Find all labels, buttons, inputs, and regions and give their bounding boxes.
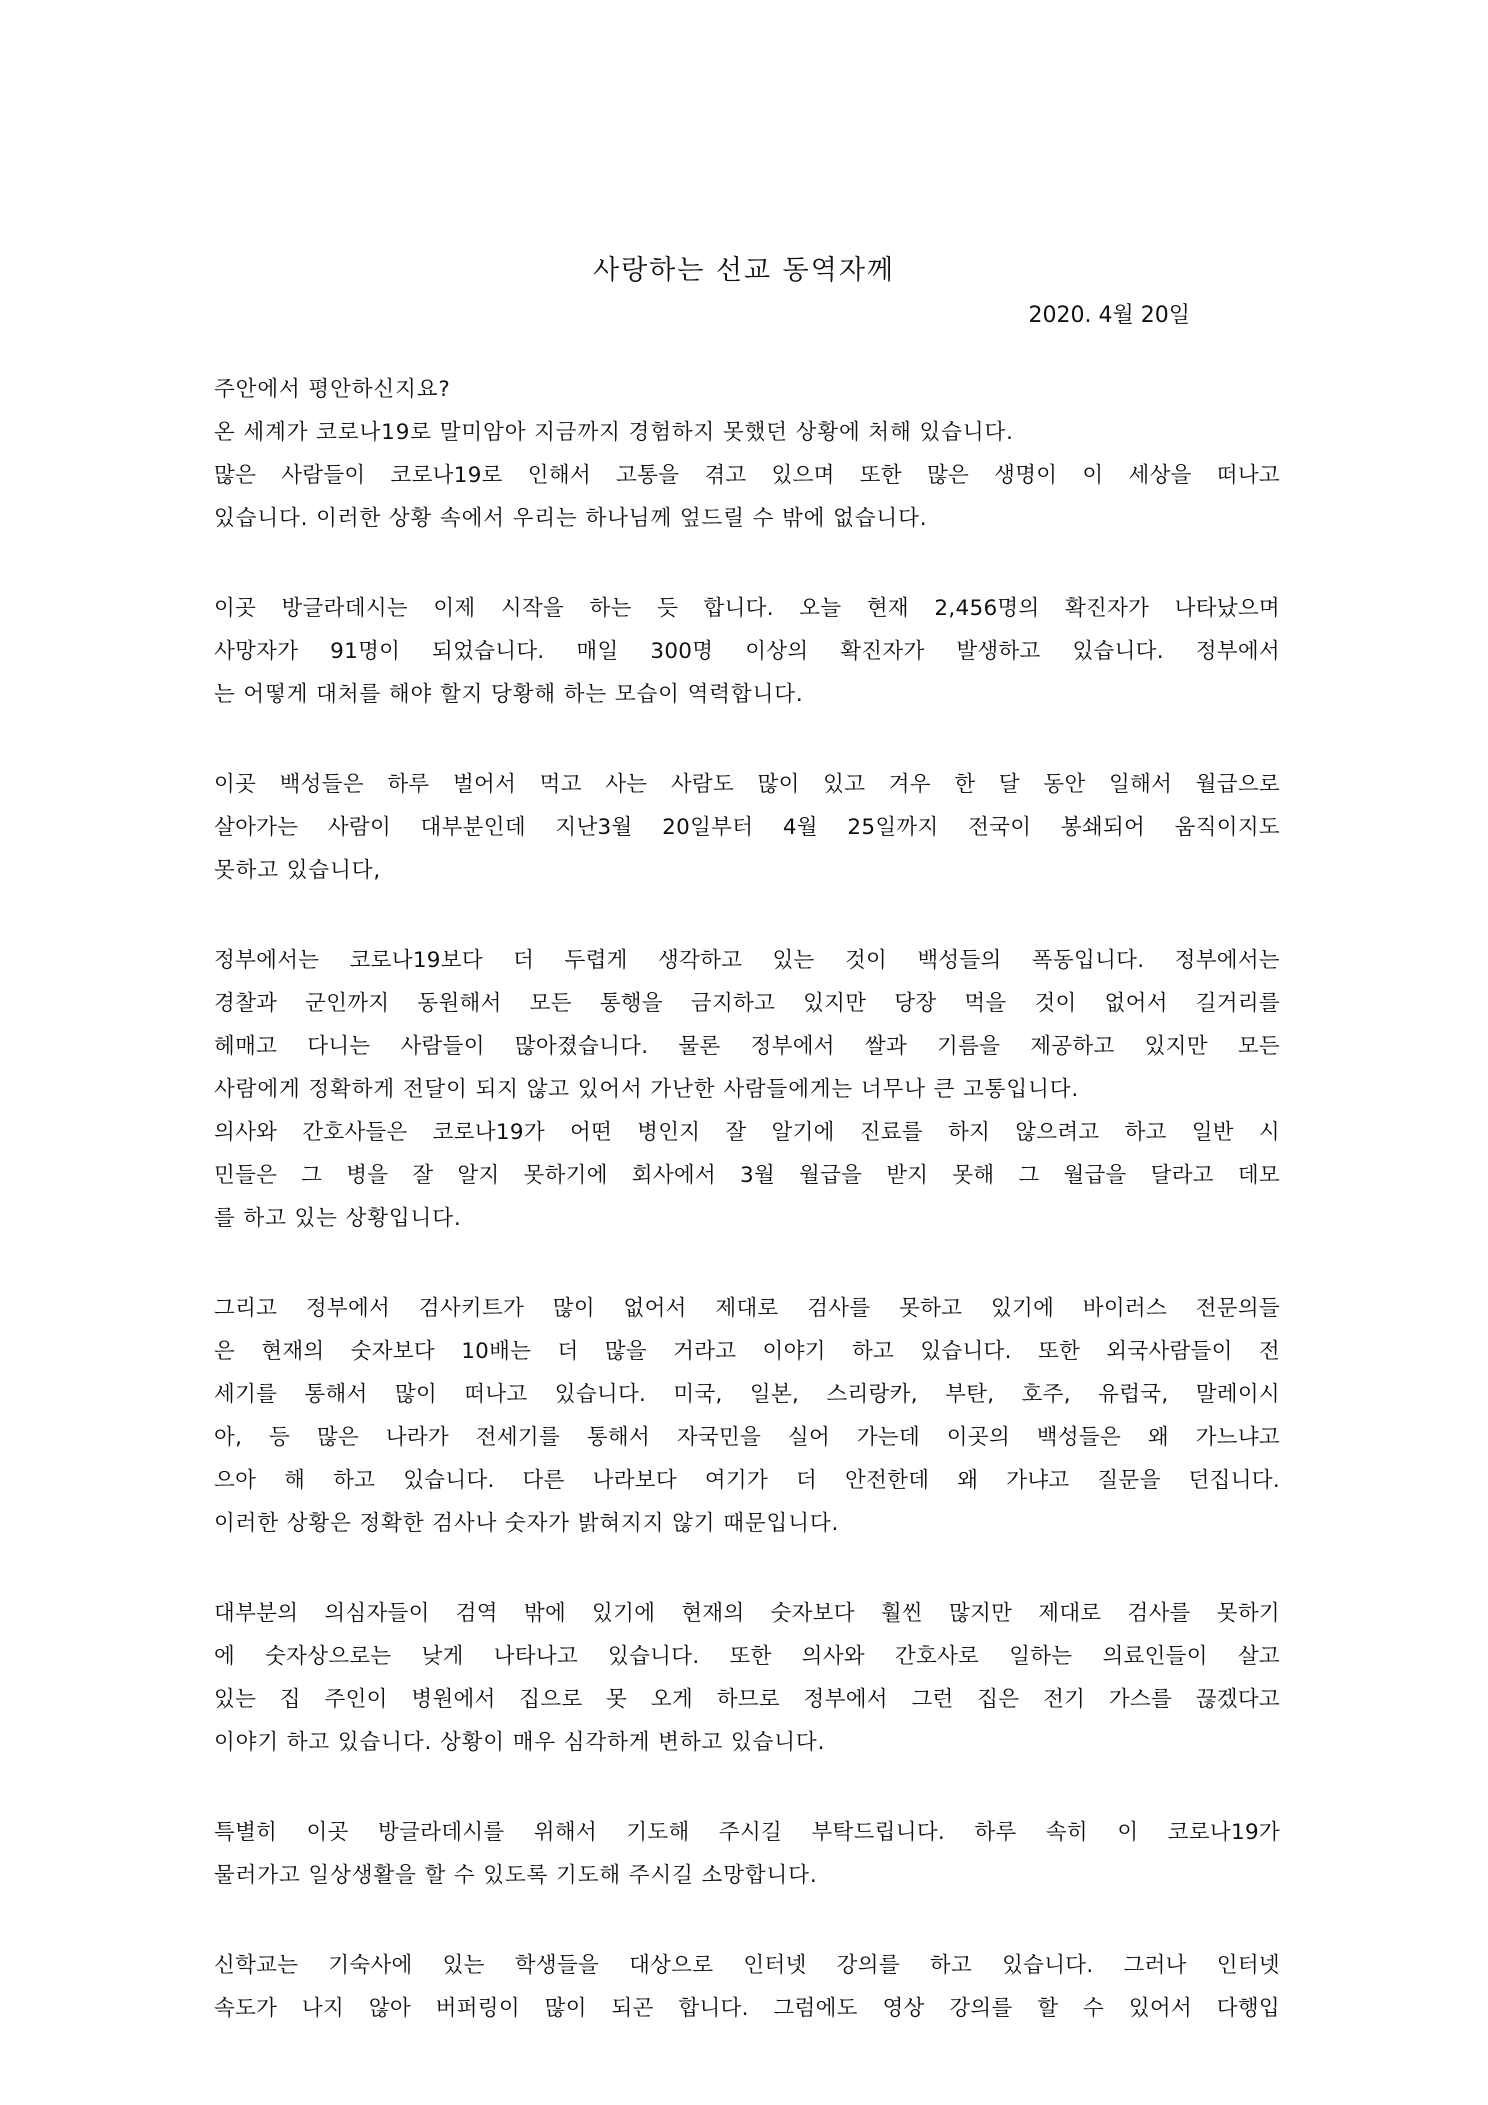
text-line: 이곳 백성들은 하루 벌어서 먹고 사는 사람도 많이 있고 겨우 한 달 동안 일해서 월급으로 (214, 772, 1280, 797)
text-line: 못하고 있습니다, (214, 858, 382, 883)
text-line: 있습니다. 이러한 상황 속에서 우리는 하나님께 엎드릴 수 밖에 없습니다. (214, 506, 928, 531)
text-line: 온 세계가 코로나19로 말미암아 지금까지 경험하지 못했던 상황에 처해 있습니다. (214, 420, 1014, 445)
text-line: 이야기 하고 있습니다. 상황이 매우 심각하게 변하고 있습니다. (214, 1730, 826, 1755)
text-line: 살아가는 사람이 대부분인데 지난3월 20일부터 4월 25일까지 전국이 봉쇄되어 움직이지도 (214, 815, 1280, 840)
text-line: 사망자가 91명이 되었습니다. 매일 300명 이상의 확진자가 발생하고 있습니다. 정부에서 (214, 639, 1280, 664)
text-line: 물러가고 일상생활을 할 수 있도록 기도해 주시길 소망합니다. (214, 1863, 818, 1888)
text-line: 있는 집 주인이 병원에서 집으로 못 오게 하므로 정부에서 그런 집은 전기 가스를 끊겠다고 (214, 1687, 1280, 1712)
text-line: 세기를 통해서 많이 떠나고 있습니다. 미국, 일본, 스리랑카, 부탄, 호주, 유럽국, 말레이시 (214, 1382, 1280, 1407)
paragraph-suspects (214, 1592, 1280, 1764)
text-line: 은 현재의 숫자보다 10배는 더 많을 거라고 이야기 하고 있습니다. 또한 외국사람들이 전 (214, 1339, 1280, 1364)
text-line: 특별히 이곳 방글라데시를 위해서 기도해 주시길 부탁드립니다. 하루 속히 이 코로나19가 (214, 1820, 1280, 1845)
text-line: 를 하고 있는 상황입니다. (214, 1206, 462, 1231)
paragraph-bangladesh-status (214, 587, 1280, 716)
paragraph-testing (214, 1287, 1280, 1545)
text-line: 이러한 상황은 정확한 검사나 숫자가 밝혀지지 않기 때문입니다. (214, 1511, 840, 1536)
text-line: 에 숫자상으로는 낮게 나타나고 있습니다. 또한 의사와 간호사로 일하는 의료인들이 살고 (214, 1644, 1280, 1669)
text-line: 속도가 나지 않아 버퍼링이 많이 되곤 합니다. 그럼에도 영상 강의를 할 수 있어서 다행입 (214, 1996, 1280, 2021)
text-line: 으아 해 하고 있습니다. 다른 나라보다 여기가 더 안전한데 왜 가냐고 질문을 던집니다. (214, 1468, 1280, 1493)
letter-body (214, 368, 1280, 2077)
text-line: 는 어떻게 대처를 해야 할지 당황해 하는 모습이 역력합니다. (214, 682, 804, 707)
text-line: 신학교는 기숙사에 있는 학생들을 대상으로 인터넷 강의를 하고 있습니다. 그러나 인터넷 (214, 1953, 1280, 1978)
text-line: 경찰과 군인까지 동원해서 모든 통행을 금지하고 있지만 당장 먹을 것이 없어서 길거리를 (214, 991, 1280, 1016)
text-line: 대부분의 의심자들이 검역 밖에 있기에 현재의 숫자보다 훨씬 많지만 제대로 검사를 못하기 (214, 1601, 1280, 1626)
letter-date: 2020. 4월 20일 (1028, 303, 1190, 328)
letter-title: 사랑하는 선교 동역자께 (593, 255, 895, 286)
text-line: 정부에서는 코로나19보다 더 두렵게 생각하고 있는 것이 백성들의 폭동입니다. 정부에서는 (214, 948, 1280, 973)
text-line: 헤매고 다니는 사람들이 많아졌습니다. 물론 정부에서 쌀과 기름을 제공하고 있지만 모든 (214, 1034, 1280, 1059)
paragraph-greeting (214, 368, 1280, 540)
text-line: 그리고 정부에서 검사키트가 많이 없어서 제대로 검사를 못하고 있기에 바이러스 전문의들 (214, 1296, 1280, 1321)
text-line: 사람에게 정확하게 전달이 되지 않고 있어서 가난한 사람들에게는 너무나 큰 고통입니다. (214, 1077, 1080, 1102)
paragraph-government (214, 939, 1280, 1240)
paragraph-seminary (214, 1944, 1280, 2030)
text-line: 이곳 방글라데시는 이제 시작을 하는 듯 합니다. 오늘 현재 2,456명의 확진자가 나타났으며 (214, 596, 1280, 621)
text-line: 민들은 그 병을 잘 알지 못하기에 회사에서 3월 월급을 받지 못해 그 월급을 달라고 데모 (214, 1163, 1280, 1188)
text-line: 아, 등 많은 나라가 전세기를 통해서 자국민을 실어 가는데 이곳의 백성들은 왜 가느냐고 (214, 1425, 1280, 1450)
paragraph-prayer (214, 1811, 1280, 1897)
text-line: 주안에서 평안하신지요? (214, 377, 451, 402)
paragraph-lockdown (214, 763, 1280, 892)
text-line: 많은 사람들이 코로나19로 인해서 고통을 겪고 있으며 또한 많은 생명이 이 세상을 떠나고 (214, 463, 1280, 488)
text-line: 의사와 간호사들은 코로나19가 어떤 병인지 잘 알기에 진료를 하지 않으려고 하고 일반 시 (214, 1120, 1280, 1145)
